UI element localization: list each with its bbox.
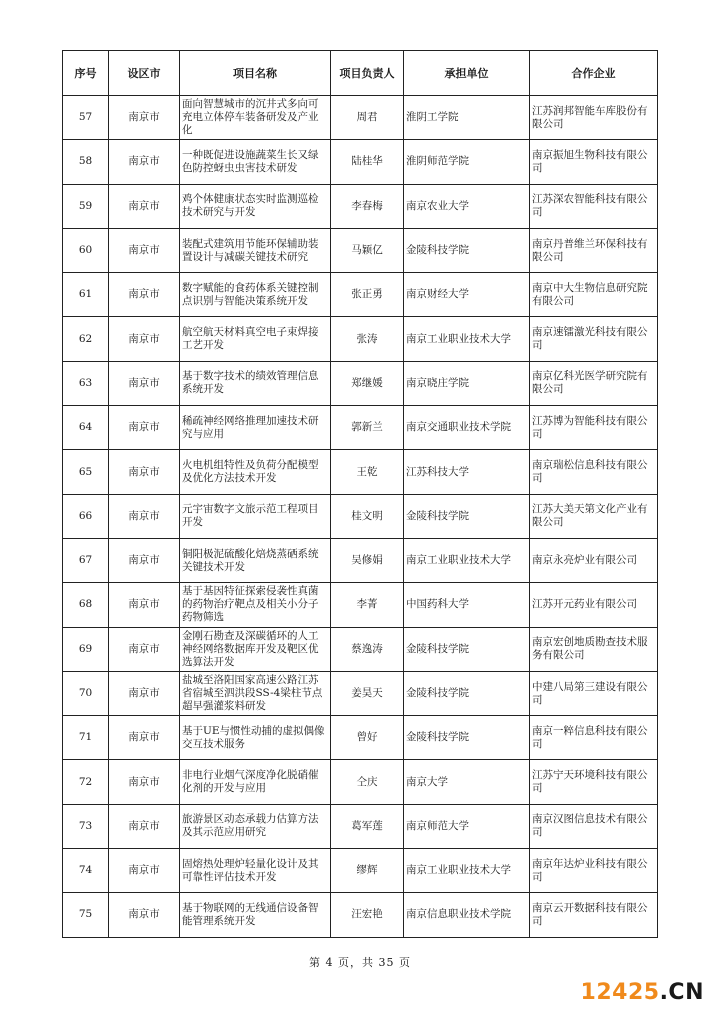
cell-leader: 李菁	[331, 583, 404, 627]
cell-leader: 汪宏艳	[331, 893, 404, 937]
cell-leader: 吴修娟	[331, 538, 404, 582]
cell-city: 南京市	[109, 671, 180, 715]
cell-city: 南京市	[109, 228, 180, 272]
cell-partner: 南京一粹信息科技有限公司	[530, 716, 658, 760]
cell-project-name: 固熔热处理炉轻量化设计及其可靠性评估技术开发	[180, 849, 331, 893]
cell-leader: 曾好	[331, 716, 404, 760]
cell-city: 南京市	[109, 893, 180, 937]
cell-index: 65	[63, 450, 109, 494]
cell-project-name: 元宇宙数字文旅示范工程项目开发	[180, 494, 331, 538]
cell-project-name: 基于物联网的无线通信设备智能管理系统开发	[180, 893, 331, 937]
cell-partner: 南京振旭生物科技有限公司	[530, 140, 658, 184]
table-row	[63, 361, 658, 405]
cell-index: 64	[63, 406, 109, 450]
cell-project-name: 基于数字技术的绩效管理信息系统开发	[180, 361, 331, 405]
cell-project-name: 盐城至洛阳国家高速公路江苏省宿城至泗洪段SS-4梁柱节点超早强灌浆料研发	[180, 671, 331, 715]
cell-index: 68	[63, 583, 109, 627]
cell-index: 70	[63, 671, 109, 715]
cell-institution: 淮阴工学院	[404, 96, 530, 140]
cell-project-name: 面向智慧城市的沉井式多向可充电立体停车装备研发及产业化	[180, 96, 331, 140]
table-row	[63, 273, 658, 317]
header-row	[63, 51, 658, 96]
cell-city: 南京市	[109, 583, 180, 627]
table-row	[63, 627, 658, 671]
cell-leader: 桂文明	[331, 494, 404, 538]
cell-partner: 南京瑞松信息科技有限公司	[530, 450, 658, 494]
cell-index: 57	[63, 96, 109, 140]
cell-index: 67	[63, 538, 109, 582]
cell-leader: 郑继媛	[331, 361, 404, 405]
table-row	[63, 893, 658, 937]
cell-project-name: 金刚石勘查及深碳循环的人工神经网络数据库开发及靶区优选算法开发	[180, 627, 331, 671]
cell-institution: 南京信息职业技术学院	[404, 893, 530, 937]
cell-institution: 南京晓庄学院	[404, 361, 530, 405]
cell-city: 南京市	[109, 627, 180, 671]
cell-index: 63	[63, 361, 109, 405]
cell-partner: 南京速镭激光科技有限公司	[530, 317, 658, 361]
cell-institution: 南京财经大学	[404, 273, 530, 317]
header-leader: 项目负责人	[331, 51, 404, 96]
table-row	[63, 760, 658, 804]
cell-institution: 南京交通职业技术学院	[404, 406, 530, 450]
table-header	[63, 51, 658, 96]
cell-partner: 南京汉图信息技术有限公司	[530, 804, 658, 848]
table-row	[63, 671, 658, 715]
cell-city: 南京市	[109, 96, 180, 140]
cell-city: 南京市	[109, 760, 180, 804]
cell-partner: 江苏大美天第文化产业有限公司	[530, 494, 658, 538]
header-index: 序号	[63, 51, 109, 96]
cell-leader: 蔡逸涛	[331, 627, 404, 671]
cell-partner: 南京年达炉业科技有限公司	[530, 849, 658, 893]
cell-leader: 仝庆	[331, 760, 404, 804]
cell-project-name: 非电行业烟气深度净化脱硝催化剂的开发与应用	[180, 760, 331, 804]
cell-project-name: 数字赋能的食药体系关键控制点识别与智能决策系统开发	[180, 273, 331, 317]
cell-project-name: 铜阳极泥硫酸化焙烧蒸硒系统关键技术开发	[180, 538, 331, 582]
cell-leader: 姜昊天	[331, 671, 404, 715]
cell-leader: 葛军莲	[331, 804, 404, 848]
cell-leader: 缪辉	[331, 849, 404, 893]
cell-partner: 中建八局第三建设有限公司	[530, 671, 658, 715]
cell-city: 南京市	[109, 804, 180, 848]
cell-leader: 张涛	[331, 317, 404, 361]
cell-partner: 南京丹普维兰环保科技有限公司	[530, 228, 658, 272]
cell-index: 73	[63, 804, 109, 848]
cell-partner: 江苏开元药业有限公司	[530, 583, 658, 627]
cell-leader: 陆桂华	[331, 140, 404, 184]
cell-institution: 南京农业大学	[404, 184, 530, 228]
cell-institution: 南京工业职业技术大学	[404, 538, 530, 582]
table-row	[63, 406, 658, 450]
cell-project-name: 基于基因特征探索侵袭性真菌的药物治疗靶点及相关小分子药物筛选	[180, 583, 331, 627]
cell-institution: 金陵科技学院	[404, 671, 530, 715]
header-city: 设区市	[109, 51, 180, 96]
cell-leader: 李春梅	[331, 184, 404, 228]
cell-leader: 马颖亿	[331, 228, 404, 272]
cell-partner: 江苏润邦智能车库股份有限公司	[530, 96, 658, 140]
cell-institution: 金陵科技学院	[404, 228, 530, 272]
table-row	[63, 140, 658, 184]
site-watermark-logo	[581, 980, 704, 1005]
cell-city: 南京市	[109, 317, 180, 361]
cell-index: 62	[63, 317, 109, 361]
cell-index: 59	[63, 184, 109, 228]
table-row	[63, 494, 658, 538]
table-row	[63, 716, 658, 760]
cell-partner: 江苏宁天环境科技有限公司	[530, 760, 658, 804]
cell-index: 60	[63, 228, 109, 272]
watermark-domain: .CN	[659, 980, 704, 1005]
table-row	[63, 317, 658, 361]
cell-project-name: 旅游景区动态承载力估算方法及其示范应用研究	[180, 804, 331, 848]
cell-city: 南京市	[109, 273, 180, 317]
table-row	[63, 96, 658, 140]
cell-project-name: 航空航天材料真空电子束焊接工艺开发	[180, 317, 331, 361]
cell-leader: 周君	[331, 96, 404, 140]
cell-index: 69	[63, 627, 109, 671]
cell-partner: 南京中大生物信息研究院有限公司	[530, 273, 658, 317]
table-row	[63, 538, 658, 582]
cell-project-name: 基于UE与惯性动捕的虚拟偶像交互技术服务	[180, 716, 331, 760]
watermark-number: 12425	[580, 980, 660, 1005]
cell-city: 南京市	[109, 184, 180, 228]
cell-city: 南京市	[109, 716, 180, 760]
cell-institution: 江苏科技大学	[404, 450, 530, 494]
cell-index: 72	[63, 760, 109, 804]
cell-city: 南京市	[109, 140, 180, 184]
header-project-name: 项目名称	[180, 51, 331, 96]
cell-institution: 中国药科大学	[404, 583, 530, 627]
cell-city: 南京市	[109, 450, 180, 494]
cell-institution: 金陵科技学院	[404, 716, 530, 760]
cell-leader: 王乾	[331, 450, 404, 494]
cell-partner: 南京云开数据科技有限公司	[530, 893, 658, 937]
cell-institution: 淮阴师范学院	[404, 140, 530, 184]
cell-partner: 江苏博为智能科技有限公司	[530, 406, 658, 450]
cell-leader: 郭新兰	[331, 406, 404, 450]
cell-institution: 南京工业职业技术大学	[404, 849, 530, 893]
cell-city: 南京市	[109, 849, 180, 893]
table-row	[63, 450, 658, 494]
cell-project-name: 火电机组特性及负荷分配模型及优化方法技术开发	[180, 450, 331, 494]
cell-project-name: 鸡个体健康状态实时监测巡检技术研究与开发	[180, 184, 331, 228]
cell-institution: 金陵科技学院	[404, 627, 530, 671]
cell-project-name: 装配式建筑用节能环保辅助装置设计与减碳关键技术研究	[180, 228, 331, 272]
cell-city: 南京市	[109, 494, 180, 538]
header-partner: 合作企业	[530, 51, 658, 96]
cell-project-name: 稀疏神经网络推理加速技术研究与应用	[180, 406, 331, 450]
table-row	[63, 849, 658, 893]
cell-project-name: 一种既促进设施蔬菜生长又绿色防控蚜虫虫害技术研发	[180, 140, 331, 184]
cell-index: 66	[63, 494, 109, 538]
table-row	[63, 583, 658, 627]
cell-city: 南京市	[109, 538, 180, 582]
cell-partner: 南京宏创地质勘查技术服务有限公司	[530, 627, 658, 671]
page-footer: 第 4 页，共 35 页	[309, 956, 411, 969]
cell-leader: 张正勇	[331, 273, 404, 317]
cell-city: 南京市	[109, 361, 180, 405]
cell-index: 61	[63, 273, 109, 317]
cell-institution: 南京大学	[404, 760, 530, 804]
cell-partner: 南京亿科光医学研究院有限公司	[530, 361, 658, 405]
cell-index: 75	[63, 893, 109, 937]
cell-institution: 南京师范大学	[404, 804, 530, 848]
table-row	[63, 184, 658, 228]
table-row	[63, 228, 658, 272]
cell-institution: 南京工业职业技术大学	[404, 317, 530, 361]
cell-index: 74	[63, 849, 109, 893]
cell-index: 58	[63, 140, 109, 184]
table-row	[63, 804, 658, 848]
table-body	[63, 96, 658, 938]
project-table	[62, 50, 658, 938]
cell-index: 71	[63, 716, 109, 760]
cell-partner: 南京永亮炉业有限公司	[530, 538, 658, 582]
header-institution: 承担单位	[404, 51, 530, 96]
cell-partner: 江苏深农智能科技有限公司	[530, 184, 658, 228]
cell-city: 南京市	[109, 406, 180, 450]
cell-institution: 金陵科技学院	[404, 494, 530, 538]
